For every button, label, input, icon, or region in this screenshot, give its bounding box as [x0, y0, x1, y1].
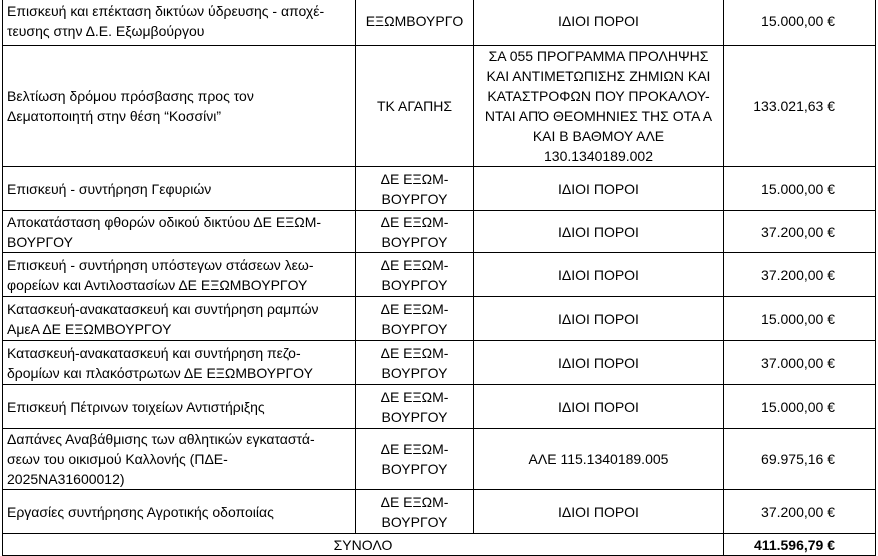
projects-table-body	[3, 0, 876, 556]
project-description-line: 2025ΝΑ31600012)	[7, 471, 125, 487]
table-row	[3, 385, 876, 429]
project-description-cell	[3, 341, 356, 385]
area-line: ΒΟΥΡΓΟΥ	[381, 190, 448, 207]
table-row	[3, 297, 876, 341]
area-line: ΔΕ ΕΞΩΜ-	[380, 213, 449, 230]
funding-source-line: ΙΔΙΟΙ ΠΟΡΟΙ	[558, 180, 639, 197]
amount-text: 15.000,00 €	[761, 310, 835, 327]
amount-cell	[724, 385, 876, 429]
project-description-cell	[3, 429, 356, 490]
funding-source-cell	[474, 211, 724, 253]
project-description-line: Εργασίες συντήρησης Αγροτικής οδοποιίας	[7, 503, 274, 520]
funding-source-line: ΙΔΙΟΙ ΠΟΡΟΙ	[558, 12, 639, 29]
funding-source-line: ΙΔΙΟΙ ΠΟΡΟΙ	[558, 266, 639, 283]
funding-source-line: ΙΔΙΟΙ ΠΟΡΟΙ	[558, 503, 639, 520]
area-cell	[356, 0, 474, 46]
area-line: ΔΕ ΕΞΩΜ-	[380, 493, 449, 510]
area-cell	[356, 341, 474, 385]
amount-text: 69.975,16 €	[761, 451, 835, 467]
project-description-cell	[3, 211, 356, 253]
funding-source-line: ΙΔΙΟΙ ΠΟΡΟΙ	[558, 223, 639, 240]
area-cell	[356, 167, 474, 211]
area-line: ΒΟΥΡΓΟΥ	[381, 233, 448, 250]
amount-cell	[724, 211, 876, 253]
funding-source-line: ΣΑ 055 ΠΡΟΓΡΑΜΜΑ ΠΡΟΛΗΨΗΣ	[488, 48, 709, 64]
project-description-cell	[3, 490, 356, 534]
project-description-cell	[3, 253, 356, 297]
funding-source-line: ΑΛΕ 115.1340189.005	[528, 451, 669, 467]
area-cell	[356, 490, 474, 534]
table-row	[3, 0, 876, 46]
area-line: ΔΕ ΕΞΩΜ-	[380, 441, 449, 457]
table-row	[3, 167, 876, 211]
project-description-line: Δεματοποιητή στην θέση “Κοσσίνι”	[7, 108, 221, 124]
project-description-cell	[3, 385, 356, 429]
area-line: ΔΕ ΕΞΩΜ-	[380, 300, 449, 317]
total-row	[3, 534, 876, 556]
amount-cell	[724, 253, 876, 297]
funding-source-cell	[474, 490, 724, 534]
project-description-cell	[3, 0, 356, 46]
funding-source-cell	[474, 341, 724, 385]
area-cell	[356, 253, 474, 297]
area-line: ΕΞΩΜΒΟΥΡΓΟ	[365, 12, 464, 29]
funding-source-line: ΙΔΙΟΙ ΠΟΡΟΙ	[558, 310, 639, 327]
funding-source-line: ΝΤΑΙ ΑΠΌ ΘΕΟΜΗΝΙΕΣ ΤΗΣ ΟΤΑ Α	[484, 108, 713, 124]
total-amount: 411.596,79 €	[754, 536, 835, 553]
amount-text: 37.200,00 €	[761, 223, 835, 240]
funding-source-cell	[474, 253, 724, 297]
amount-text: 15.000,00 €	[761, 12, 835, 29]
amount-cell	[724, 429, 876, 490]
project-description-line: δρομίων και πλακόστρωτων ΔΕ ΕΞΩΜΒΟΥΡΓΟΥ	[7, 364, 313, 381]
project-description-line: φορείων και Αντιλοστασίων ΔΕ ΕΞΩΜΒΟΥΡΓΟΥ	[7, 276, 308, 293]
area-line: ΒΟΥΡΓΟΥ	[381, 320, 448, 337]
amount-cell	[724, 490, 876, 534]
amount-text: 133.021,63 €	[753, 98, 835, 114]
project-description-line: τευσης στην Δ.Ε. Εξωμβούργου	[7, 22, 205, 39]
amount-text: 37.200,00 €	[761, 503, 835, 520]
project-description-line: Επισκευή - συντήρηση υπόστεγων στάσεων λεω-	[7, 256, 314, 273]
projects-table	[2, 0, 876, 556]
project-description-line: Αποκατάσταση φθορών οδικού δικτύου ΔΕ ΕΞΩΜ-	[7, 213, 322, 230]
area-cell	[356, 429, 474, 490]
table-row	[3, 211, 876, 253]
area-line: ΒΟΥΡΓΟΥ	[381, 513, 448, 530]
funding-source-cell	[474, 46, 724, 167]
project-description-line: Επισκευή και επέκταση δικτύων ύδρευσης - αποχέ-	[7, 2, 325, 19]
funding-source-cell	[474, 167, 724, 211]
area-cell	[356, 46, 474, 167]
area-line: ΔΕ ΕΞΩΜ-	[380, 170, 449, 187]
area-cell	[356, 297, 474, 341]
funding-source-line: ΙΔΙΟΙ ΠΟΡΟΙ	[558, 398, 639, 415]
amount-cell	[724, 46, 876, 167]
area-line: ΒΟΥΡΓΟΥ	[381, 461, 448, 477]
project-description-line: Δαπάνες Αναβάθμισης των αθλητικών εγκαταστά-	[7, 431, 315, 447]
area-cell	[356, 211, 474, 253]
table-row	[3, 429, 876, 490]
amount-cell	[724, 297, 876, 341]
amount-cell	[724, 0, 876, 46]
funding-source-line: 130.1340189.002	[544, 148, 653, 164]
area-line: ΒΟΥΡΓΟΥ	[381, 364, 448, 381]
project-description-cell	[3, 46, 356, 167]
total-label: ΣΥΝΟΛΟ	[333, 536, 393, 553]
amount-text: 15.000,00 €	[761, 180, 835, 197]
area-line: ΒΟΥΡΓΟΥ	[381, 276, 448, 293]
project-description-line: ΒΟΥΡΓΟΥ	[7, 233, 73, 250]
area-line: ΔΕ ΕΞΩΜ-	[380, 388, 449, 405]
amount-text: 37.000,00 €	[761, 354, 835, 371]
area-line: ΔΕ ΕΞΩΜ-	[380, 344, 449, 361]
area-line: ΒΟΥΡΓΟΥ	[381, 408, 448, 425]
project-description-cell	[3, 297, 356, 341]
funding-source-line: ΚΑΙ ΑΝΤΙΜΕΤΩΠΙΣΗΣ ΖΗΜΙΩΝ ΚΑΙ	[486, 68, 711, 84]
project-description-line: Βελτίωση δρόμου πρόσβασης προς τον	[7, 88, 254, 104]
amount-cell	[724, 167, 876, 211]
table-row	[3, 341, 876, 385]
table-row	[3, 46, 876, 167]
table-row	[3, 490, 876, 534]
project-description-line: Επισκευή Πέτρινων τοιχείων Αντιστήριξης	[7, 398, 265, 415]
area-line: ΤΚ ΑΓΑΠΗΣ	[377, 98, 452, 114]
funding-source-cell	[474, 429, 724, 490]
project-description-line: Κατασκευή-ανακατασκευή και συντήρηση ραμπών	[7, 300, 319, 317]
project-description-line: Κατασκευή-ανακατασκευή και συντήρηση πεζο-	[7, 344, 301, 361]
amount-text: 15.000,00 €	[761, 398, 835, 415]
area-cell	[356, 385, 474, 429]
amount-cell	[724, 341, 876, 385]
project-description-cell	[3, 167, 356, 211]
table-row	[3, 253, 876, 297]
total-amount-cell	[724, 534, 876, 556]
amount-text: 37.200,00 €	[761, 266, 835, 283]
project-description-line: σεων του οικισμού Καλλονής (ΠΔΕ-	[7, 451, 228, 467]
project-description-line: ΑμεΑ ΔΕ ΕΞΩΜΒΟΥΡΓΟΥ	[7, 320, 172, 337]
funding-source-line: ΚΑΙ Β ΒΑΘΜΟΥ ΑΛΕ	[532, 128, 665, 144]
funding-source-cell	[474, 297, 724, 341]
area-line: ΔΕ ΕΞΩΜ-	[380, 256, 449, 273]
total-label-cell	[3, 534, 724, 556]
funding-source-cell	[474, 385, 724, 429]
funding-source-line: ΚΑΤΑΣΤΡΟΦΩΝ ΠΟΥ ΠΡΟΚΑΛΟΥ-	[487, 88, 710, 104]
project-description-line: Επισκευή - συντήρηση Γεφυριών	[7, 180, 212, 197]
funding-source-cell	[474, 0, 724, 46]
funding-source-line: ΙΔΙΟΙ ΠΟΡΟΙ	[558, 354, 639, 371]
